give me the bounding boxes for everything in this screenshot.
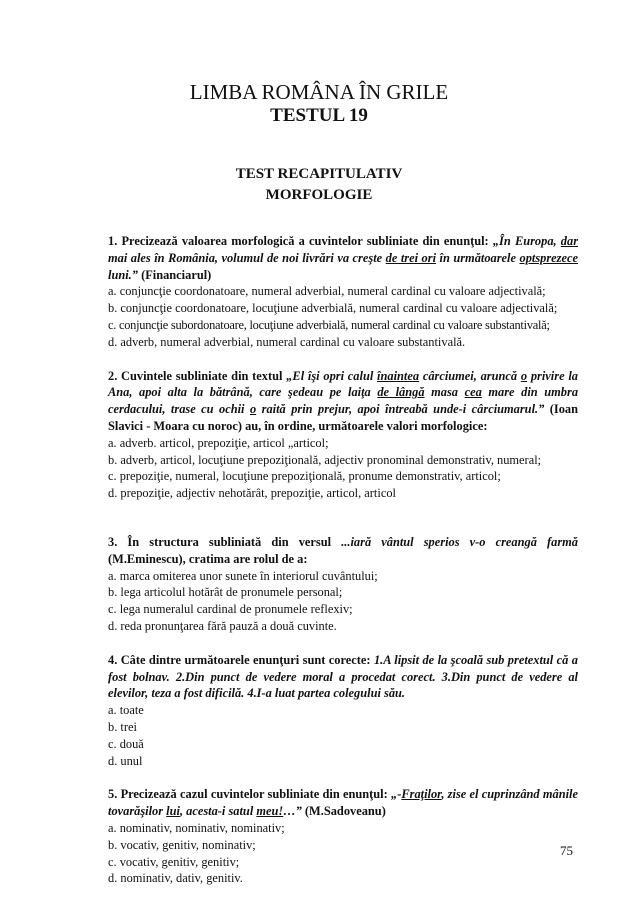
quote-part: privire la Ana, apoi alta la bătrână, care şedeau pe laiţa <box>108 368 578 400</box>
answer-option: a. marca omiterea unor sunete în interiorul cuvântului; <box>108 568 378 583</box>
quote-part: „El îşi opri calul <box>286 368 378 383</box>
answer-option: b. conjuncţie coordonatoare, locuţiune adverbială, numeral cardinal cu valoare adjectivală; <box>108 301 558 316</box>
topic-subtitle: MORFOLOGIE <box>265 187 373 203</box>
answer-option: c. prepoziţie, numeral, locuţiune prepoziţională, pronume demonstrativ, articol; <box>108 469 501 484</box>
question-1-lead: 1. Precizează valoarea morfologică a cuvintelor subliniate din enunţul: <box>108 234 493 248</box>
question-3-tail: (M.Eminescu), cratima are rolul de a: <box>108 551 308 566</box>
underlined-word: de lângă <box>377 385 425 400</box>
quote-part: masa <box>424 385 465 400</box>
underlined-word: o <box>520 368 528 383</box>
answer-option: a. toate <box>108 703 144 718</box>
underlined-word: dar <box>560 234 579 248</box>
question-2-text <box>108 368 578 435</box>
answer-option: a. nominativ, nominativ, nominativ; <box>108 820 285 835</box>
quote-part: „Ȋn Europa, <box>492 234 561 248</box>
underlined-word: o <box>249 402 257 417</box>
question-2-lead: 2. Cuvintele subliniate din textul <box>108 368 287 383</box>
quote-part: , acesta-i satul <box>179 804 257 819</box>
answer-option: a. adverb. articol, prepoziţie, articol „articol; <box>108 435 329 450</box>
quote-part: luni.” <box>108 267 138 282</box>
question-5-source: (M.Sadoveanu) <box>301 804 386 819</box>
test-number-title: TESTUL 19 <box>270 105 368 126</box>
underlined-word: Fraţilor <box>401 787 442 802</box>
quote-part: mai ales în România, volumul de noi livrări va creşte <box>108 250 386 265</box>
question-3 <box>108 534 578 635</box>
answer-option: d. adverb, numeral adverbial, numeral cardinal cu valoare substantivală. <box>108 334 466 349</box>
test-type-subtitle: TEST RECAPITULATIV <box>235 166 403 182</box>
question-4-text <box>108 652 578 702</box>
answer-option: b. lega articolul hotărât de pronumele personal; <box>108 585 343 600</box>
subtitle-block <box>0 164 638 206</box>
answer-option: b. adverb, articol, locuţiune prepoziţională, adjectiv pronominal demonstrativ, numeral; <box>108 452 542 467</box>
answer-option: c. vocativ, genitiv, genitiv; <box>108 854 240 869</box>
questions-list <box>108 233 578 904</box>
question-1-text <box>108 233 578 283</box>
question-4 <box>108 652 578 770</box>
underlined-word: lui <box>166 804 180 819</box>
answer-option: b. vocativ, genitiv, nominativ; <box>108 837 256 852</box>
underlined-word: cea <box>464 385 482 400</box>
question-5-lead: 5. Precizează cazul cuvintelor subliniate din enunţul: <box>108 787 392 802</box>
answer-option: c. lega numeralul cardinal de pronumele reflexiv; <box>108 602 353 617</box>
quote-part: în următoarele <box>436 250 520 265</box>
question-5-text <box>108 786 578 820</box>
quote-part: …” <box>283 804 302 819</box>
title-block <box>0 80 638 128</box>
question-3-text <box>108 534 578 568</box>
underlined-word: înaintea <box>377 368 420 383</box>
answer-option: b. trei <box>108 719 137 734</box>
question-2-tail: (Ioan Slavici - Moara cu noroc) au, în ordine, următoarele valori morfologice: <box>108 402 579 433</box>
quote-part: cârciumei, aruncă <box>419 368 521 383</box>
question-4-lead: 4. Câte dintre următoarele enunţuri sunt corecte: <box>108 652 374 667</box>
answer-option: d. unul <box>108 753 143 768</box>
question-1-source: (Financiarul) <box>137 267 212 282</box>
question-1 <box>108 233 578 351</box>
underlined-word: meu! <box>256 804 284 819</box>
document-title: LIMBA ROMÂNA ÎN GRILE <box>189 80 449 104</box>
answer-option: c. conjuncţie subordonatoare, locuţiune adverbială, numeral cardinal cu valoare substantivală; <box>108 317 550 332</box>
page-number: 75 <box>560 843 573 858</box>
answer-option: d. nominativ, dativ, genitiv. <box>108 871 243 886</box>
underlined-word: de trei ori <box>385 250 437 265</box>
answer-option: d. prepoziţie, adjectiv nehotărât, prepoziţie, articol, articol <box>108 486 396 501</box>
quote-part: raită prin prejur, apoi întreabă unde-i cârciumarul.” <box>256 402 545 417</box>
underlined-word: optsprezece <box>519 250 578 265</box>
question-3-lead: 3. În structura subliniată din versul <box>108 534 342 549</box>
question-3-verse: ...iară vântul sperios v-o creangă farmă <box>341 534 578 549</box>
question-5 <box>108 786 578 887</box>
question-2 <box>108 368 578 502</box>
answer-option: c. două <box>108 736 144 751</box>
question-4-sentences: 1.A lipsit de la şcoală sub pretextul că a fost bolnav. 2.Din punct de vedere moral a procedat corect. 3.Din punct de vedere al elevilor, teza a fost dificilă. 4.I-a luat partea colegului său. <box>108 652 578 701</box>
quote-part: , zise el cuprinzând mânile tovarăşilor <box>108 787 578 819</box>
quote-part: „- <box>391 787 402 802</box>
answer-option: a. conjuncţie coordonatoare, numeral adverbial, numeral cardinal cu valoare adjectivală; <box>108 284 546 299</box>
answer-option: d. reda pronunţarea fără pauză a două cuvinte. <box>108 618 337 633</box>
quote-part: mare din umbra cerdacului, trase cu ochii <box>108 385 579 417</box>
